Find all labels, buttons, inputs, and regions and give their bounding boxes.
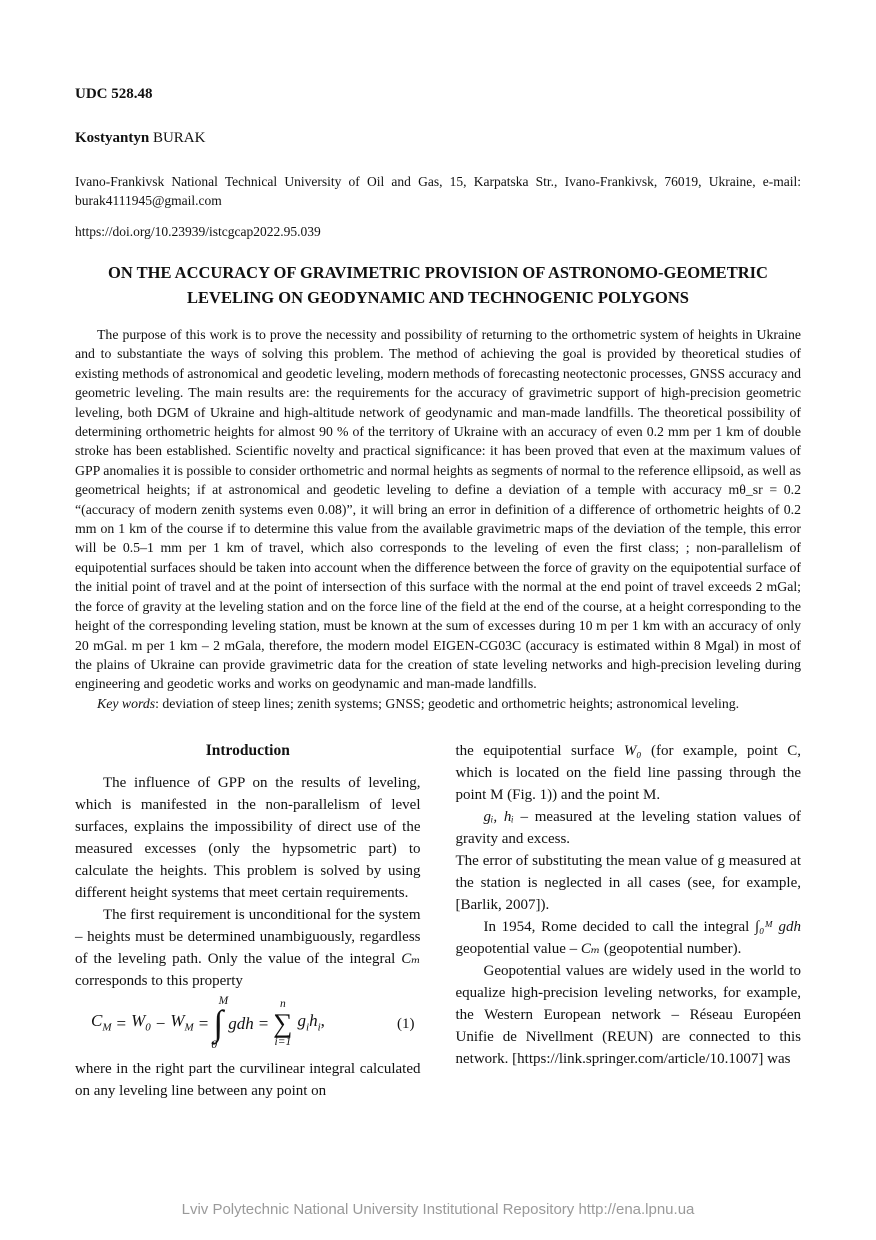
right-paragraph-2-text: – measured at the leveling station values of gravity and excess. [455, 809, 801, 848]
right-paragraph-3: The error of substituting the mean value of g measured at the station is neglected in all cases (see, for example, [Barlik, 2007]). [455, 853, 801, 914]
keywords-line [75, 694, 801, 713]
intro-paragraph-1: The influence of GPP on the results of leveling, which is manifested in the non-parallelism of level surfaces, explains the impossibility of direct use of the measured excesses (only the hypsometric part) to calculate the heights. This problem is solved by using different height systems that meet certain requirements. [75, 775, 421, 902]
equation-number: (1) [397, 1015, 415, 1032]
keywords-text: : deviation of steep lines; zenith systems; GNSS; geodetic and orthometric heights; astronomical leveling. [155, 695, 740, 711]
equation-w0: $W_0$ [131, 1010, 151, 1034]
inline-math-gi-hi: gᵢ, hᵢ [483, 809, 514, 826]
right-paragraph-4-mid: geopotential value – [455, 941, 581, 958]
equation-1 [75, 996, 421, 1052]
introduction-heading: Introduction [205, 742, 290, 760]
repository-footer: Lviv Polytechnic National University Institutional Repository http://ena.lpnu.ua [181, 1201, 695, 1218]
integral-sign: M ∫ 0 [211, 995, 229, 1052]
author-last-name: BURAK [152, 130, 206, 146]
right-paragraph-2 [456, 806, 802, 850]
paper-title: ON THE ACCURACY OF GRAVIMETRIC PROVISION OF ASTRONOMO-GEOMETRIC LEVELING ON GEODYNAMIC AND TECHNOGENIC POLYGONS [108, 263, 768, 307]
inline-math-cm: Cₘ [580, 941, 601, 958]
intro-paragraph-2-tail: corresponds to this property [75, 973, 243, 990]
equation-body [91, 996, 325, 1052]
intro-paragraph-3: where in the right part the curvilinear integral calculated on any leveling line between any point on [75, 1060, 421, 1099]
right-paragraph-1-text: the equipotential surface [455, 743, 624, 760]
equals-sign: = [258, 1013, 269, 1033]
summand: $g_ih_i$, [297, 1010, 325, 1034]
affiliation-text: Ivano-Frankivsk National Technical University of Oil and Gas, 15, Karpatska Str., Ivano-Frankivsk, 76019, Ukraine, e-mail: burak4111945@gmail.com [75, 174, 801, 208]
right-paragraph-1-tail: (for example, point C, which is located on the field line passing through the point M (Fig. 1)) and the point M. [455, 743, 801, 804]
minus-sign: − [155, 1013, 166, 1033]
intro-paragraph-2 [75, 904, 421, 992]
inline-math-w0: W₀ [623, 743, 642, 760]
doi-link: https://doi.org/10.23939/istcgcap2022.95.039 [75, 224, 321, 239]
equation-lhs: $C_M$ [91, 1010, 112, 1034]
right-paragraph-4-tail: (geopotential number). [600, 941, 742, 958]
equals-sign: = [198, 1013, 209, 1033]
inline-math-cm: Cₘ [401, 951, 421, 968]
right-paragraph-1 [456, 740, 802, 806]
udc-code: UDC 528.48 [75, 86, 153, 102]
right-column [456, 740, 802, 1102]
right-paragraph-5: Geopotential values are widely used in the world to equalize high-precision leveling networks, for example, the Western European network – Réseau Européen Unifie de Nivellment (REUN) are connected to this network. [https://link.springer.com/article/10.1007] was [455, 963, 801, 1068]
two-column-body [75, 740, 801, 1102]
left-column [75, 740, 421, 1102]
summation-sign: n ∑ i=1 [273, 997, 293, 1049]
author-first-name: Kostyantyn [75, 130, 150, 146]
intro-paragraph-2-text: The first requirement is unconditional for the system – heights must be determined unambiguously, regardless of the leveling path. Only the value of the integral [75, 907, 421, 968]
author-line [75, 130, 801, 147]
keywords-label: Key words [97, 695, 156, 711]
right-paragraph-4-text: In 1954, Rome decided to call the integral [483, 919, 756, 936]
inline-math-integral: ∫₀ᴹ gdh [755, 919, 802, 936]
integrand: gdh [228, 1013, 254, 1033]
equation-wm: $W_M$ [170, 1010, 194, 1034]
abstract-text: The purpose of this work is to prove the necessity and possibility of returning to the orthometric system of heights in Ukraine and to substantiate the ways of solving this problem. The method of achieving the goal is provided by theoretical studies of existing methods of astronomical and geodetic leveling, modern methods of forecasting neotectonic processes, GNSS accuracy and geometric leveling. The main results are: the requirements for the accuracy of gravimetric support of high-precision geometric leveling, both DGM of Ukraine and high-altitude network of geodynamic and man-made landfills. The theoretical possibility of determining orthometric heights for almost 90 % of the territory of Ukraine with an accuracy of even 0.2 mm per 1 km of double stroke has been established. Scientific novelty and practical significance: it has been proved that even at the maximum values of GPP anomalies it is possible to consider orthometric and normal heights as segments of normal to the reference ellipsoid, as well as geometrical heights; if at astronomical and geodetic leveling to define a deviation of a temple with accuracy mθ_sr = 0.2 “(accuracy of modern zenith systems even 0.08)”, it will bring an error in definition of a difference of orthometric heights of 0.2 mm on 1 km of the course if to determine this value from the available gravimetric maps of the deviation of the temple, this error will be 0.5–1 mm per 1 km of travel, which also corresponds to the leveling of even the first class; ; non-parallelism of equipotential surfaces should be taken into account when the difference between the force of gravity on the equipotential surface of the initial point of travel and at the point of intersection of this surface with the normal at the end point of travel exceeds 2 mGal; the force of gravity at the leveling station and on the force line of the field at the end of the course, at a height corresponding to the height of the corresponding leveling station, must be known at the sum of excesses during 10 m per 1 km with an accuracy of only 20 mGal. m per 1 km – 2 mGala, therefore, the modern model EIGEN-CG03C (accuracy is estimated within 8 Mgal) in most of the plains of Ukraine can provide gravimetric data for the creation of state leveling networks and high-precision leveling during engineering and geodetic works and works on geodynamic and man-made landfills. [75, 327, 801, 692]
equals-sign: = [116, 1013, 127, 1033]
right-paragraph-4 [456, 916, 802, 960]
